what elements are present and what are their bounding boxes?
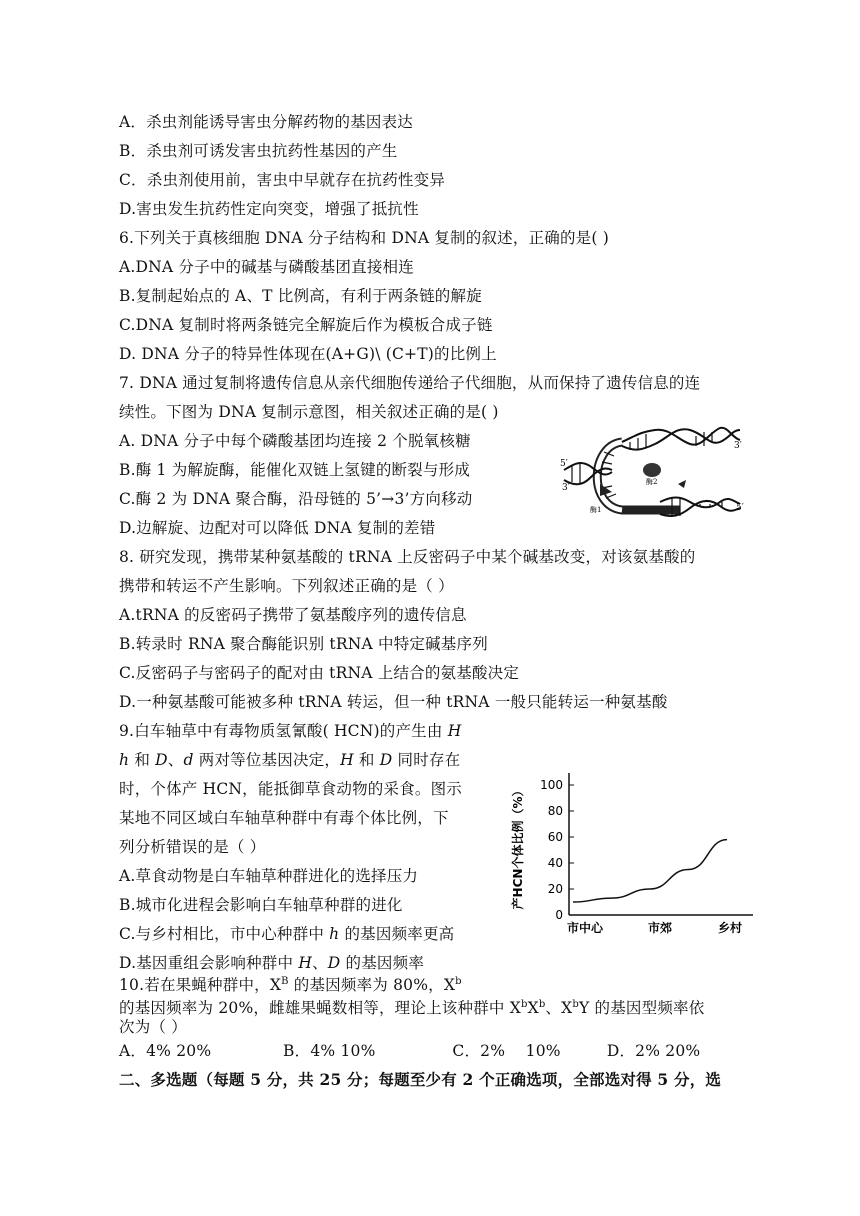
q9-stem-line2: h 和 D、d 两对等位基因决定，H 和 D 同时存在 bbox=[119, 751, 461, 769]
q8-stem-line2: 携带和转运不产生影响。下列叙述正确的是（ ） bbox=[119, 577, 454, 595]
q7-option-b: B.酶 1 为解旋酶，能催化双链上氢键的断裂与形成 bbox=[119, 461, 471, 479]
q10-line1: 10.若在果蝇种群中，$X^B$ 的基因频率为 80%，$X^b$ bbox=[119, 976, 462, 994]
label-enzyme1: 酶1 bbox=[590, 506, 602, 514]
q9-stem-line4: 某地不同区域白车轴草种群中有毒个体比例，下 bbox=[119, 809, 449, 827]
chart-ylabel: 产HCN个体比例（%） bbox=[511, 784, 525, 910]
chart-ytick-label: 20 bbox=[547, 882, 563, 896]
q7-option-a: A. DNA 分子中每个磷酸基团均连接 2 个脱氧核糖 bbox=[119, 432, 471, 450]
chart-ytick-label: 80 bbox=[547, 804, 563, 818]
q7-option-c: C.酶 2 为 DNA 聚合酶，沿母链的 5’→3’方向移动 bbox=[119, 490, 473, 508]
dna-replication-diagram bbox=[560, 418, 750, 530]
q8-option-b: B.转录时 RNA 聚合酶能识别 tRNA 中特定碱基序列 bbox=[119, 635, 488, 653]
q6-stem: 6.下列关于真核细胞 DNA 分子结构和 DNA 复制的叙述，正确的是( ) bbox=[119, 229, 609, 247]
q6-option-b: B.复制起始点的 A、T 比例高，有利于两条链的解旋 bbox=[119, 287, 482, 305]
q6-option-d: D. DNA 分子的特异性体现在(A+G)\ (C+T)的比例上 bbox=[119, 345, 497, 363]
q7-stem-line1: 7. DNA 通过复制将遗传信息从亲代细胞传递给子代细胞，从而保持了遗传信息的连 bbox=[119, 374, 701, 392]
section-2-heading: 二、多选题（每题 5 分，共 25 分；每题至少有 2 个正确选项，全部选对得 5 分，选 bbox=[119, 1070, 722, 1089]
label-enzyme2: 酶2 bbox=[646, 478, 658, 486]
chart-xcategory-label: 市郊 bbox=[647, 921, 673, 935]
q5-option-b: B．杀虫剂可诱发害虫抗药性基因的产生 bbox=[119, 142, 398, 160]
enzyme2-shape bbox=[643, 463, 661, 477]
chart-xcategory-label: 乡村 bbox=[717, 921, 743, 935]
chart-ytick-label: 60 bbox=[547, 830, 563, 844]
chart-ytick-label: 40 bbox=[547, 856, 563, 870]
label-5prime-left: 5′ bbox=[560, 459, 568, 469]
chart-ytick-label: 100 bbox=[540, 778, 563, 792]
label-3prime-left: 3′ bbox=[562, 483, 570, 493]
q7-stem-line2: 续性。下图为 DNA 复制示意图，相关叙述正确的是( ) bbox=[119, 403, 499, 421]
chart-xcategory-label: 市中心 bbox=[566, 921, 604, 935]
q5-option-a: A．杀虫剂能诱导害虫分解药物的基因表达 bbox=[119, 113, 413, 131]
q9-stem-line3: 时，个体产 HCN，能抵御草食动物的采食。图示 bbox=[119, 780, 462, 798]
q8-option-a: A.tRNA 的反密码子携带了氨基酸序列的遗传信息 bbox=[119, 606, 467, 624]
q10-line3: 次为（ ） bbox=[119, 1018, 187, 1036]
q10-options: A．4% 20% B．4% 10% C．2% 10% D．2% 20% bbox=[119, 1042, 701, 1060]
q9-stem-line1: 9.白车轴草中有毒物质氢氰酸( HCN)的产生由 H bbox=[119, 722, 462, 740]
q9-option-c: C.与乡村相比，市中心种群中 h 的基因频率更高 bbox=[119, 925, 455, 943]
q5-option-d: D.害虫发生抗药性定向突变，增强了抵抗性 bbox=[119, 200, 419, 218]
chart-series-line bbox=[573, 840, 727, 902]
q9-option-a: A.草食动物是白车轴草种群进化的选择压力 bbox=[119, 867, 419, 885]
label-5prime-right: 5′ bbox=[736, 503, 744, 513]
q8-option-d: D.一种氨基酸可能被多种 tRNA 转运，但一种 tRNA 一般只能转运一种氨基酸 bbox=[119, 693, 668, 711]
q10-line2: 的基因频率为 20%，雌雄果蝇数相等，理论上该种群中 $X^bX^b$、$X^bY$ 的基因型频率依 bbox=[119, 999, 705, 1017]
hcn-chart bbox=[505, 765, 760, 945]
q8-option-c: C.反密码子与密码子的配对由 tRNA 上结合的氨基酸决定 bbox=[119, 664, 520, 682]
q8-stem-line1: 8. 研究发现，携带某种氨基酸的 tRNA 上反密码子中某个碱基改变，对该氨基酸的 bbox=[119, 548, 696, 566]
q6-option-a: A.DNA 分子中的碱基与磷酸基团直接相连 bbox=[119, 258, 414, 276]
chart-ytick-label: 0 bbox=[555, 908, 563, 922]
q7-option-d: D.边解旋、边配对可以降低 DNA 复制的差错 bbox=[119, 519, 436, 537]
q9-stem-line5: 列分析错误的是（ ） bbox=[119, 838, 266, 856]
q9-option-b: B.城市化进程会影响白车轴草种群的进化 bbox=[119, 896, 403, 914]
label-3prime-right: 3′ bbox=[734, 441, 742, 451]
q5-option-c: C．杀虫剂使用前，害虫中早就存在抗药性变异 bbox=[119, 171, 446, 189]
q6-option-c: C.DNA 复制时将两条链完全解旋后作为模板合成子链 bbox=[119, 316, 493, 334]
q9-option-d: D.基因重组会影响种群中 H、D 的基因频率 bbox=[119, 954, 425, 972]
